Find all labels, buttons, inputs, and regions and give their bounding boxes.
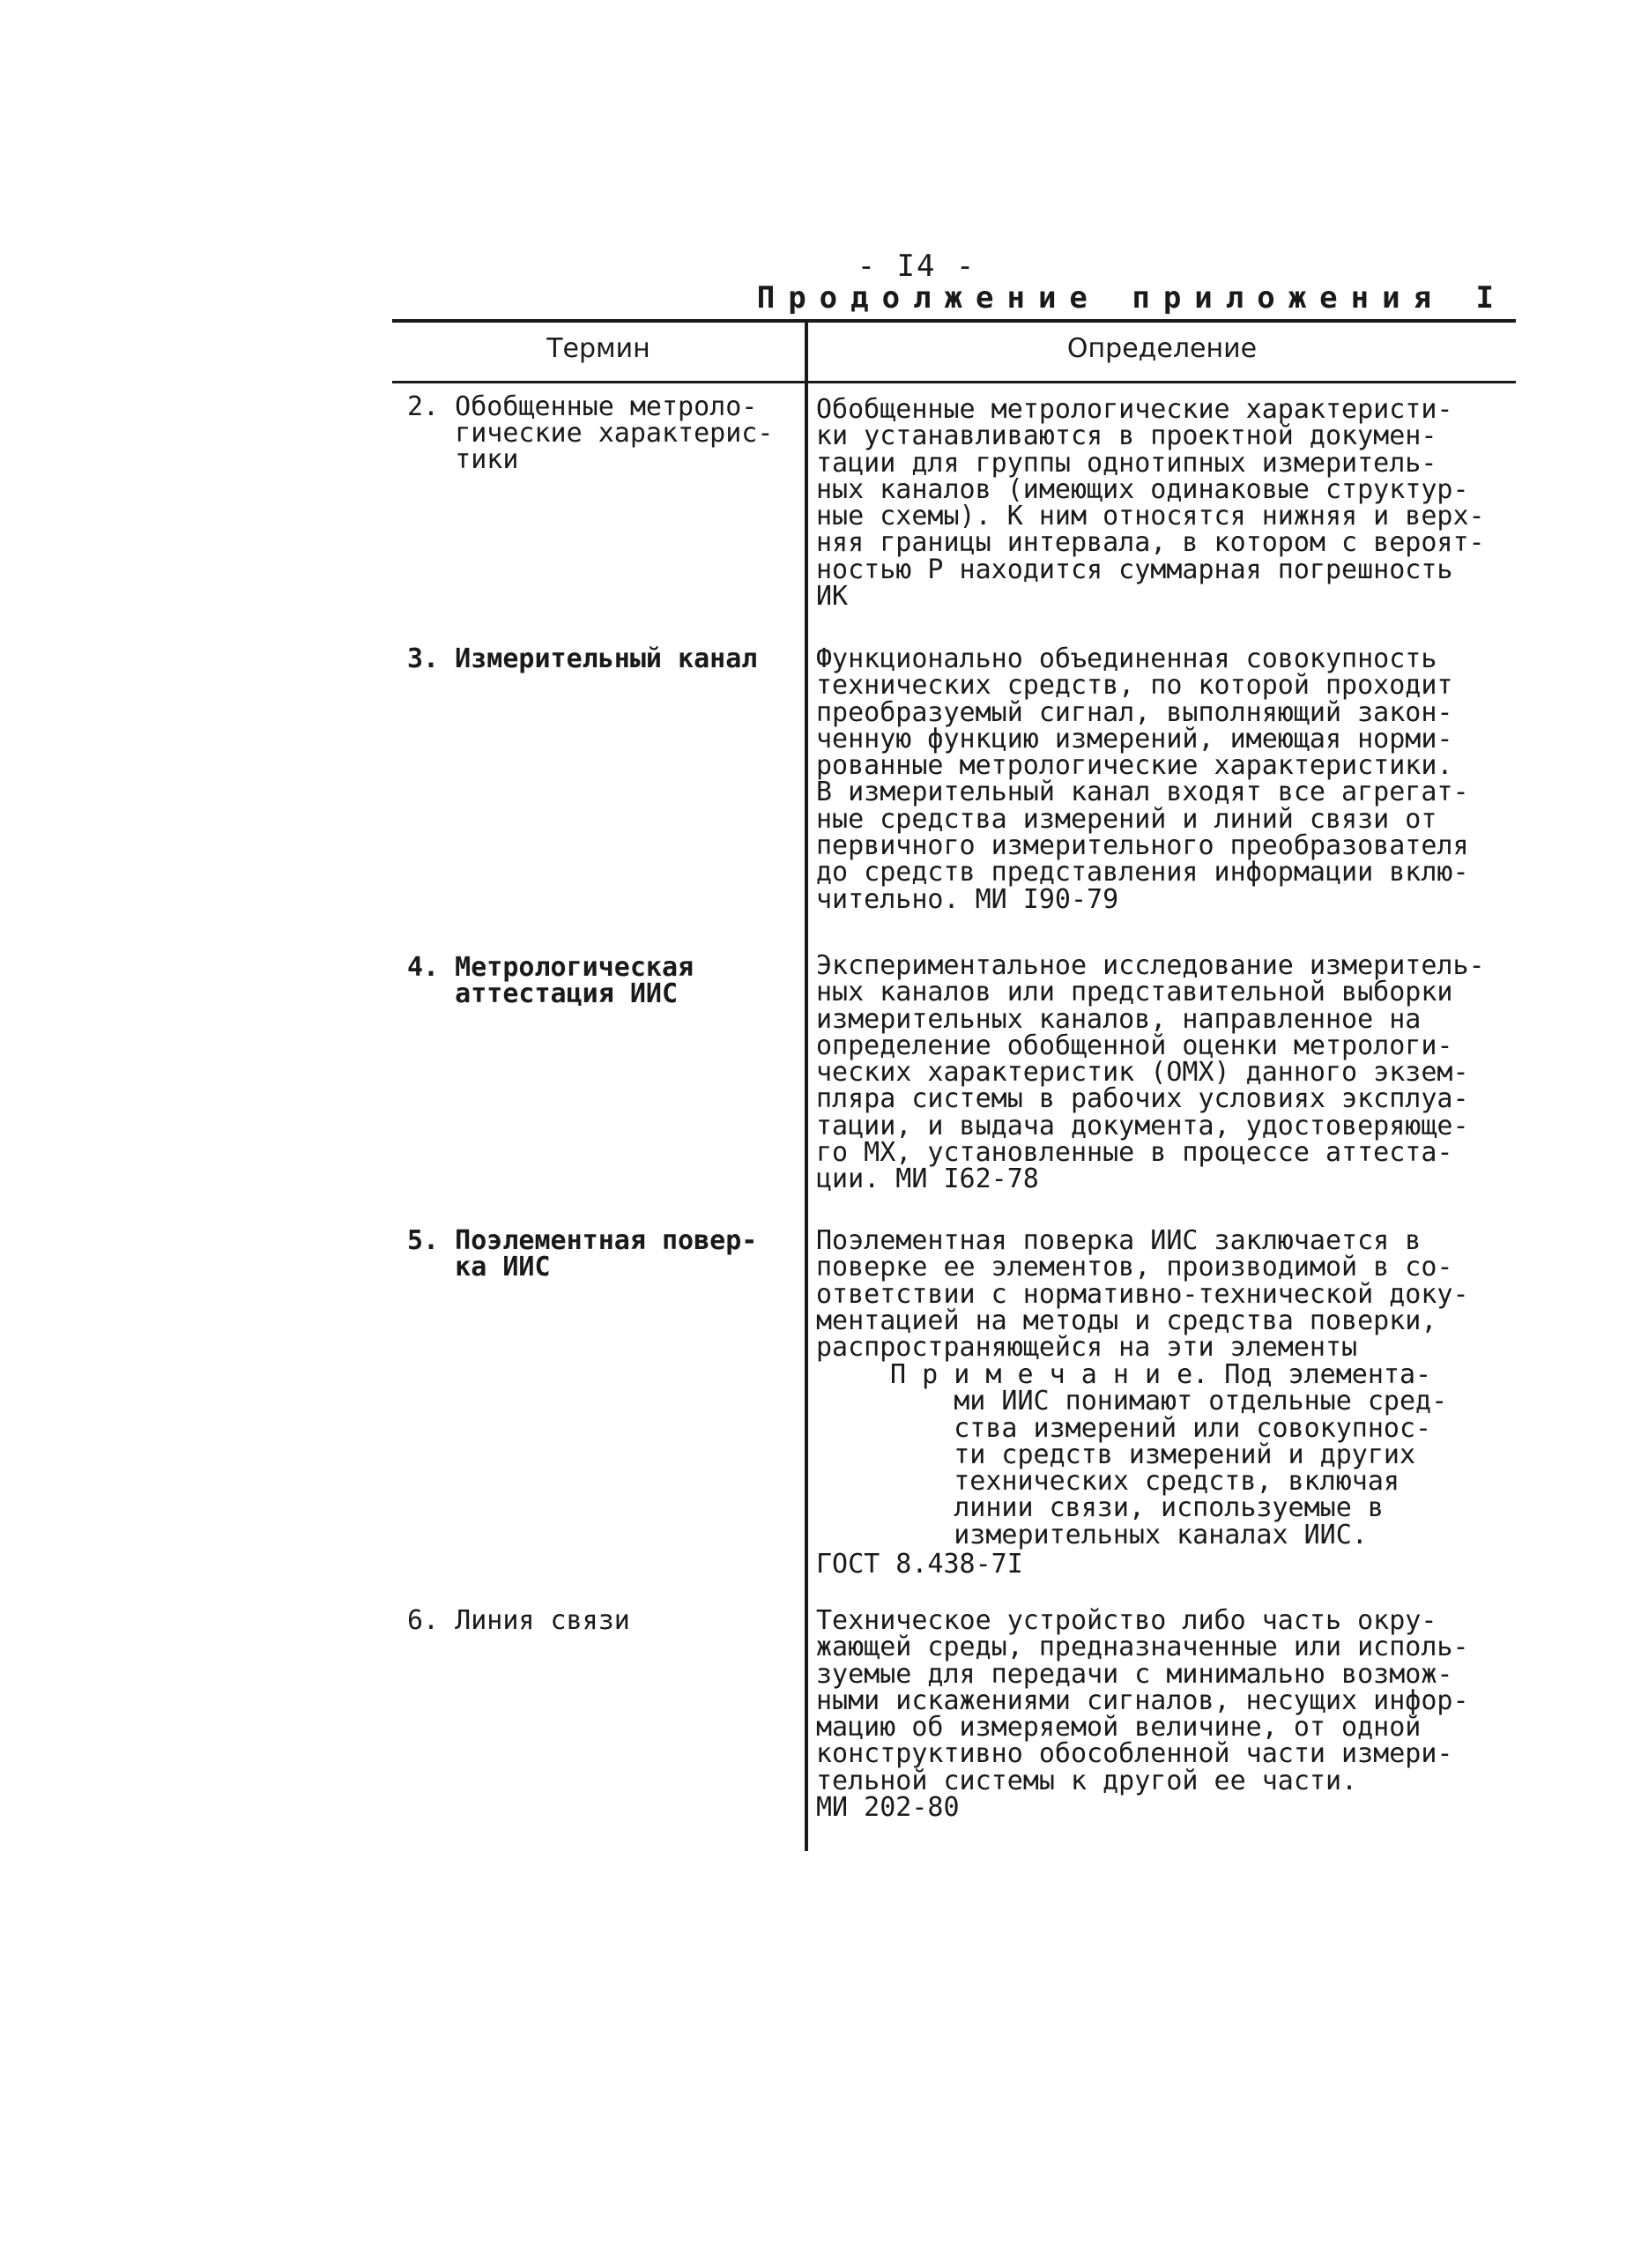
column-header-definition: Определение xyxy=(1066,333,1258,364)
definition-6: Техническое устройство либо часть окру- жающей среды, предназначенные или исполь- зуемые для передачи с минимально возмож- ными искажениями сигналов, несущих инфор- мацию об измеряемой величине, от одной конструктивно обособленной части измери- тельной системы к другой ее части. МИ 202-80 xyxy=(816,1605,1469,1824)
term-4: 4. Метрологическая аттестация ИИС xyxy=(407,952,694,1009)
column-divider xyxy=(805,321,808,1851)
column-header-term: Термин xyxy=(546,333,650,364)
note-5 xyxy=(890,1359,1516,1550)
term-2: 2. Обобщенные метроло- гические характерис- тики xyxy=(407,391,774,475)
definition-4: Экспериментальное исследование измеритель- ных каналов или представительной выборки измерительных каналов, направленное на определение обобщенной оценки метрологи- ческих характеристик (ОМХ) данного экзем- пляра системы в рабочих условиях эксплуа- тации, и выдача документа, удостоверяюще- го МХ, установленные в процессе аттеста- ции. МИ I62-78 xyxy=(816,950,1485,1195)
term-5: 5. Поэлементная повер- ка ИИС xyxy=(407,1225,758,1283)
term-6: 6. Линия связи xyxy=(407,1605,630,1636)
term-3: 3. Измерительный канал xyxy=(407,643,758,674)
definition-3: Функционально объединенная совокупность технических средств, по которой проходит преобразуемый сигнал, выполняющий закон- ченную функцию измерений, имеющая норми- рованные метрологические характеристики. В измерительный канал входят все агрегат- ные средства измерений и линий связи от первичного измерительного преобразователя до средств представления информации вклю- чительно. МИ I90-79 xyxy=(816,643,1469,915)
continuation-title: Продолжение приложения I xyxy=(756,280,1507,316)
page-number: - I4 - xyxy=(857,249,976,284)
header-rule xyxy=(392,381,1516,383)
note-text: . Под элемента- ми ИИС понимают отдельные сред- ства измерений или совокупнос- ти средств измерений и других технических средств, включая линии связи, используемые в измерительных каналах ИИС. xyxy=(954,1359,1448,1550)
note-label: П р и м е ч а н и е xyxy=(890,1359,1193,1390)
reference-5: ГОСТ 8.438-7I xyxy=(816,1549,1023,1580)
definition-5: Поэлементная поверка ИИС заключается в поверке ее элементов, производимой в со- ответствии с нормативно-технической доку- ментацией на методы и средства поверки, распространяющейся на эти элементы xyxy=(816,1225,1469,1364)
table-top-rule xyxy=(392,319,1516,323)
definition-2: Обобщенные метрологические характеристи- ки устанавливаются в проектной докумен- тации для группы однотипных измеритель- ных каналов (имеющих одинаковые структур- ные схемы). К ним относятся нижняя и верх- няя границы интервала, в котором с вероят- ностью Р находится суммарная погрешность ИК xyxy=(816,394,1485,613)
